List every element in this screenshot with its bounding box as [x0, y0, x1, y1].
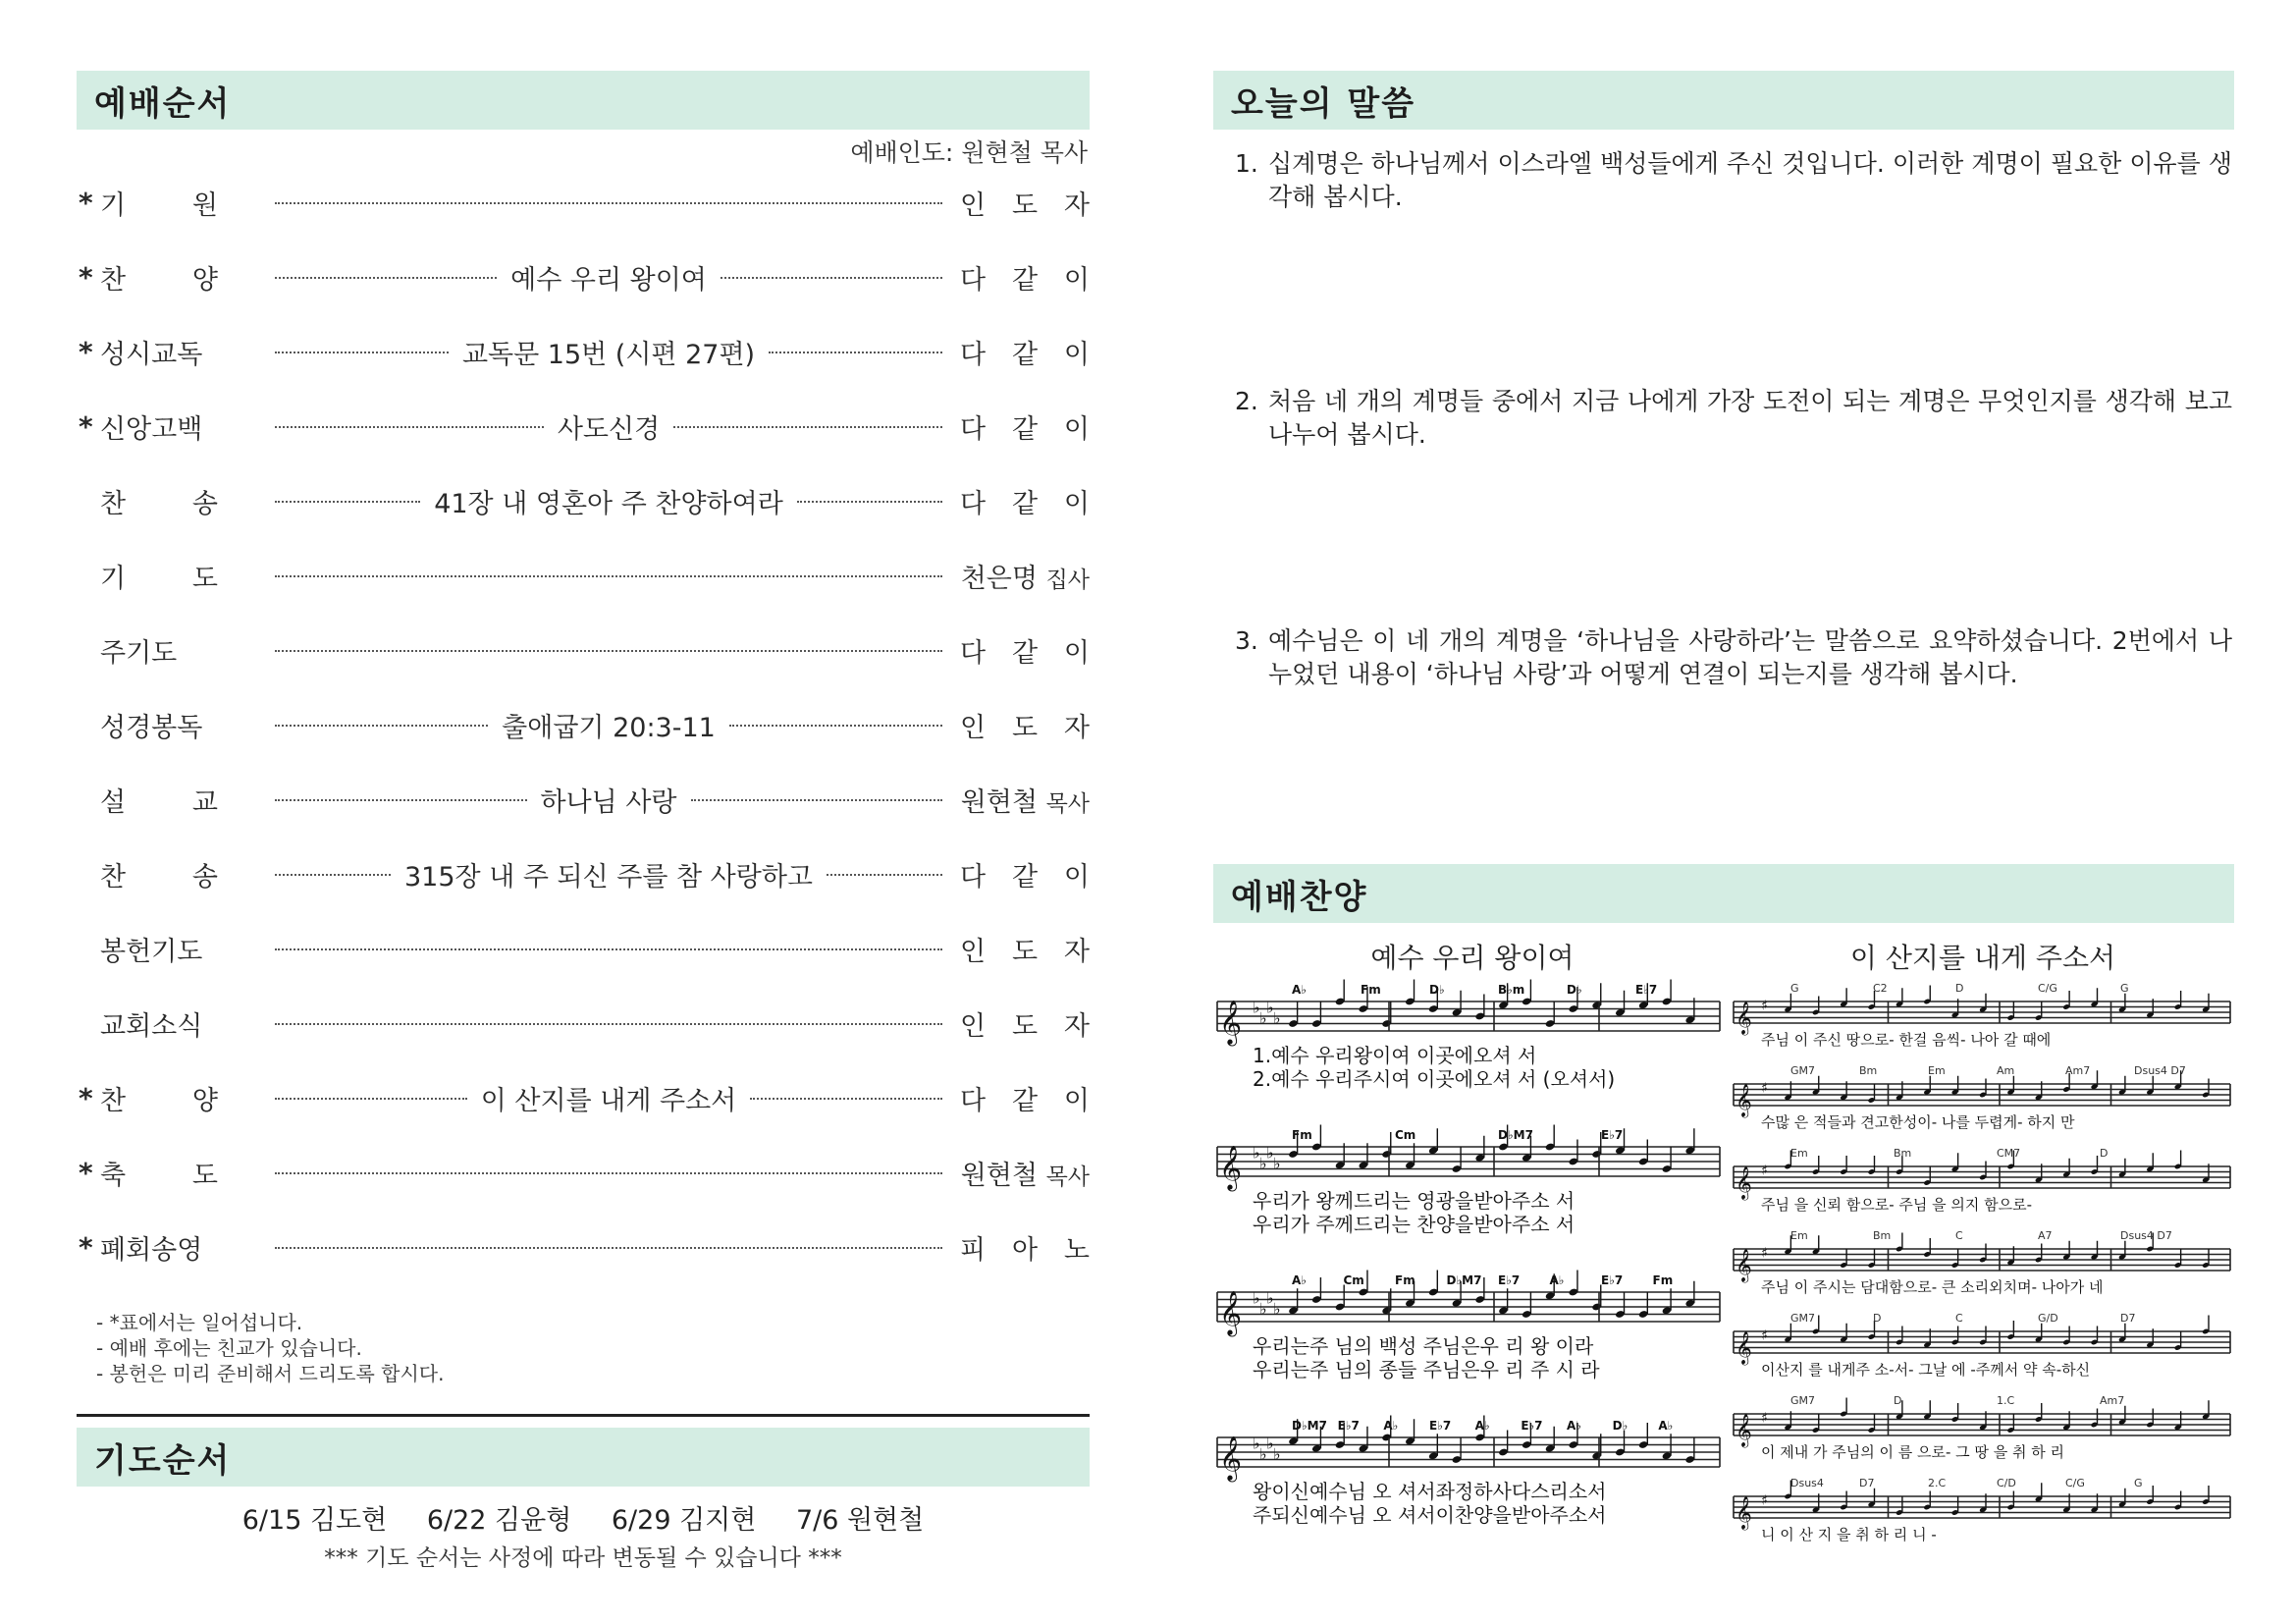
order-item-name: 성시교독 — [100, 339, 203, 370]
song1-sheet-music — [1213, 972, 1724, 1561]
flat-icon: ♭ — [1266, 998, 1274, 1017]
standing-mark: * — [79, 260, 93, 294]
dotted-line — [275, 352, 449, 353]
dotted-line — [275, 650, 942, 652]
person-name: 다 같 이 — [960, 488, 1090, 519]
song2-sheet-music — [1732, 972, 2234, 1571]
flat-icon: ♭ — [1273, 1154, 1281, 1173]
dotted-line — [275, 501, 420, 503]
lyric-line: 왕이신예수님 오 셔서좌정하사다스리소서 — [1253, 1480, 1607, 1503]
order-item-name: 기 도 — [100, 563, 218, 594]
order-item-name: 찬 송 — [100, 488, 218, 519]
prayer-entry: 6/29 김지현 — [611, 1505, 757, 1536]
dotted-line — [275, 575, 942, 577]
chord-symbol: D♭ — [1567, 983, 1582, 997]
chord-symbol: Em — [1928, 1064, 1946, 1077]
chord-symbol: Bm — [1873, 1229, 1892, 1242]
flat-icon: ♭ — [1266, 1143, 1274, 1163]
standing-mark: * — [79, 1081, 93, 1114]
order-item-person — [942, 781, 1090, 819]
staff — [1734, 1083, 2230, 1117]
order-item-person — [942, 1004, 1090, 1043]
standing-mark: * — [79, 1156, 93, 1189]
prayer-order-header: 기도순서 — [77, 1428, 1090, 1487]
chord-symbol: A♭ — [1474, 1419, 1490, 1433]
order-item-name: 찬 송 — [100, 861, 218, 893]
order-item-name: 축 도 — [100, 1160, 218, 1191]
chord-symbol: Cm — [1395, 1128, 1416, 1142]
order-item-person — [942, 1228, 1090, 1267]
person-name: 인 도 자 — [960, 936, 1090, 967]
worship-order-row — [79, 630, 1090, 670]
lyric-line: 이산지 를 내게주 소-서- 그날 에 -주께서 약 속-하신 — [1761, 1361, 2091, 1379]
person-name: 인 도 자 — [960, 1010, 1090, 1042]
lyric-line: 우리가 주께드리는 찬양을받아주소 서 — [1253, 1213, 1575, 1236]
dotted-line — [275, 799, 527, 801]
sharp-icon: ♯ — [1761, 1327, 1768, 1344]
question-text: 예수님은 이 네 개의 계명을 ‘하나님을 사랑하라’는 말씀으로 요약하셨습니다. 2번에서 나누었던 내용이 ‘하나님 사랑’과 어떻게 연결이 되는지를 생각해 봅시다. — [1268, 626, 2232, 688]
sharp-icon: ♯ — [1761, 998, 1768, 1014]
dotted-line — [275, 725, 488, 727]
sharp-icon: ♯ — [1761, 1163, 1768, 1179]
flat-icon: ♭ — [1259, 1444, 1267, 1464]
treble-clef-icon: 𝄞 — [1735, 1165, 1752, 1199]
song2-title: 이 산지를 내게 주소서 — [1849, 942, 2116, 974]
order-item-name: 찬 양 — [100, 264, 218, 296]
order-item-name: 설 교 — [100, 786, 218, 818]
dotted-line — [827, 874, 942, 876]
lyric-line: 주님 이 주신 땅으로- 한걸 음씩- 나아 갈 때에 — [1761, 1031, 2052, 1049]
dotted-line — [750, 1098, 942, 1100]
treble-clef-icon: 𝄞 — [1219, 1146, 1243, 1190]
chord-symbol: D — [1873, 1312, 1882, 1325]
flat-icon: ♭ — [1266, 1288, 1274, 1308]
question-number: 2. — [1235, 387, 1258, 415]
chord-symbol: D — [2100, 1147, 2109, 1160]
dotted-line — [673, 426, 942, 428]
flat-icon: ♭ — [1259, 1008, 1267, 1028]
order-item-name: 신앙고백 — [100, 413, 203, 445]
order-item-person — [942, 631, 1090, 670]
chord-symbol: D7 — [1859, 1477, 1875, 1489]
order-item-title: 하나님 사랑 — [540, 786, 677, 818]
order-item-name: 성경봉독 — [100, 712, 203, 743]
chord-symbol: E♭7 — [1601, 1273, 1624, 1287]
lyric-line: 우리가 왕께드리는 영광을받아주소 서 — [1253, 1189, 1575, 1213]
treble-clef-icon: 𝄞 — [1219, 1436, 1243, 1481]
flat-icon: ♭ — [1266, 1434, 1274, 1453]
worship-order-row — [79, 1227, 1090, 1267]
dotted-line — [275, 277, 497, 279]
worship-order-row — [79, 481, 1090, 520]
leader-dots — [275, 947, 942, 950]
chord-symbol: E♭7 — [1521, 1419, 1543, 1433]
person-name: 인 도 자 — [960, 712, 1090, 743]
standing-mark: * — [79, 186, 93, 219]
dotted-line — [729, 725, 942, 727]
chord-symbol: D7 — [2120, 1312, 2136, 1325]
note-line: - *표에서는 일어섭니다. — [96, 1311, 303, 1334]
prayer-entry: 6/22 김윤형 — [426, 1505, 572, 1536]
worship-order-row — [79, 183, 1090, 222]
leader-dots — [275, 1079, 942, 1117]
chord-symbol: GM7 — [1790, 1312, 1816, 1325]
leader-dots — [275, 1170, 942, 1174]
chord-symbol: C/D — [1997, 1477, 2016, 1489]
order-item-person — [942, 706, 1090, 744]
worship-order-row — [79, 257, 1090, 297]
lyric-line: 우리는주 님의 종들 주님은우 리 주 시 라 — [1253, 1358, 1600, 1381]
chord-symbol: D♭ — [1612, 1419, 1629, 1433]
question-text: 처음 네 개의 계명들 중에서 지금 나에게 가장 도전이 되는 계명은 무엇인지를 생각해 보고 나누어 봅시다. — [1268, 387, 2232, 449]
chord-symbol: Am — [1997, 1064, 2015, 1077]
chord-symbol: G — [1790, 982, 1799, 995]
question-1 — [1235, 147, 2232, 214]
staff — [1734, 1001, 2230, 1035]
worship-order-row — [79, 1078, 1090, 1117]
leader-dots — [275, 1021, 942, 1025]
worship-order-row — [79, 332, 1090, 371]
leader-dots — [275, 200, 942, 204]
chord-symbol: D — [1955, 982, 1964, 995]
chord-symbol: C — [1955, 1312, 1963, 1325]
order-item-name: 봉헌기도 — [100, 936, 203, 967]
leader-dots — [275, 258, 942, 297]
worship-notes — [96, 1310, 444, 1386]
flat-icon: ♭ — [1259, 1154, 1267, 1173]
dotted-line — [275, 874, 391, 876]
leader-dots — [275, 333, 942, 371]
order-item-title: 출애굽기 20:3-11 — [502, 712, 716, 743]
lyric-line: 1.예수 우리왕이여 이곳에오셔 서 — [1253, 1044, 1537, 1067]
todays-word-header: 오늘의 말씀 — [1213, 71, 2234, 130]
chord-symbol: E♭7 — [1498, 1273, 1521, 1287]
chord-symbol: Em — [1790, 1147, 1808, 1160]
chord-symbol: D♭M7 — [1446, 1273, 1482, 1287]
leader-dots — [275, 1245, 942, 1249]
leader-dots — [275, 407, 942, 446]
prayer-order-note: *** 기도 순서는 사정에 따라 변동될 수 있습니다 *** — [324, 1545, 842, 1571]
order-item-person — [942, 333, 1090, 371]
order-item-person — [942, 557, 1090, 595]
chord-symbol: 1.C — [1997, 1394, 2015, 1407]
chord-symbol: A♭ — [1383, 1419, 1399, 1433]
chord-symbol: Fm — [1361, 983, 1381, 997]
flat-icon: ♭ — [1273, 1299, 1281, 1319]
chord-symbol: G — [2120, 982, 2129, 995]
question-2 — [1235, 385, 2232, 452]
standing-mark: * — [79, 1230, 93, 1264]
person-title: 목사 — [1045, 790, 1090, 817]
flat-icon: ♭ — [1253, 1434, 1260, 1453]
order-item-name: 찬 양 — [100, 1085, 218, 1116]
dotted-line — [275, 1247, 942, 1249]
chord-symbol: A♭ — [1292, 983, 1307, 997]
worship-leader: 예배인도: 원현철 목사 — [850, 138, 1088, 167]
person-name: 인 도 자 — [960, 189, 1090, 221]
chord-symbol: Bm — [1859, 1064, 1878, 1077]
person-name: 다 같 이 — [960, 861, 1090, 893]
treble-clef-icon: 𝄞 — [1219, 1001, 1243, 1045]
chord-symbol: 2.C — [1928, 1477, 1947, 1489]
worship-order-row — [79, 854, 1090, 893]
chord-symbol: E♭7 — [1337, 1419, 1360, 1433]
person-name: 피 아 노 — [960, 1234, 1090, 1266]
chord-symbol: Dsus4 D7 — [2120, 1229, 2172, 1242]
chord-symbol: B♭m — [1498, 983, 1525, 997]
dotted-line — [721, 277, 942, 279]
person-name: 다 같 이 — [960, 413, 1090, 445]
order-item-name: 교회소식 — [100, 1010, 203, 1042]
leader-dots — [275, 573, 942, 577]
order-item-title: 41장 내 영혼아 주 찬양하여라 — [434, 488, 783, 519]
chord-symbol: Am7 — [2065, 1064, 2091, 1077]
lyric-line: 주되신예수님 오 셔서이찬양을받아주소서 — [1253, 1503, 1607, 1527]
order-item-title: 이 산지를 내게 주소서 — [480, 1085, 737, 1116]
worship-order-row — [79, 556, 1090, 595]
chord-symbol: C — [1955, 1229, 1963, 1242]
chord-symbol: GM7 — [1790, 1064, 1816, 1077]
person-name: 다 같 이 — [960, 264, 1090, 296]
question-text: 십계명은 하나님께서 이스라엘 백성들에게 주신 것입니다. 이러한 계명이 필요한 이유를 생각해 봅시다. — [1268, 149, 2232, 211]
dotted-line — [275, 1023, 942, 1025]
chord-symbol: Fm — [1395, 1273, 1415, 1287]
leader-dots — [275, 482, 942, 520]
lyric-line: 니 이 산 지 을 취 하 리 니 - — [1761, 1526, 1937, 1543]
chord-symbol: Em — [1790, 1229, 1808, 1242]
chord-symbol: Dsus4 D7 — [2134, 1064, 2186, 1077]
dotted-line — [275, 202, 942, 204]
lyric-line: 우리는주 님의 백성 주님은우 리 왕 이라 — [1253, 1334, 1594, 1358]
order-item-person — [942, 258, 1090, 297]
chord-symbol: Am7 — [2100, 1394, 2125, 1407]
worship-order-row — [79, 1153, 1090, 1192]
treble-clef-icon: 𝄞 — [1735, 1330, 1752, 1364]
worship-order-row — [79, 1003, 1090, 1043]
staff — [1734, 1495, 2230, 1530]
order-item-person — [942, 184, 1090, 222]
dotted-line — [275, 1172, 942, 1174]
chord-symbol: D♭ — [1429, 983, 1445, 997]
order-item-title: 교독문 15번 (시편 27편) — [461, 339, 756, 370]
chord-symbol: G/D — [2038, 1312, 2058, 1325]
person-name: 다 같 이 — [960, 637, 1090, 669]
standing-mark: * — [79, 335, 93, 368]
worship-praise-header: 예배찬양 — [1213, 864, 2234, 923]
lyric-line: 2.예수 우리주시여 이곳에오셔 서 (오셔서) — [1253, 1067, 1616, 1091]
chord-symbol: A♭ — [1567, 1419, 1581, 1433]
staff — [1734, 1330, 2230, 1365]
treble-clef-icon: 𝄞 — [1735, 1413, 1752, 1446]
order-item-person — [942, 1079, 1090, 1117]
order-item-person — [942, 482, 1090, 520]
chord-symbol: Cm — [1343, 1273, 1364, 1287]
treble-clef-icon: 𝄞 — [1735, 1083, 1752, 1116]
flat-icon: ♭ — [1273, 1444, 1281, 1464]
dotted-line — [275, 1098, 467, 1100]
lyric-line: 이 제내 가 주님의 이 름 으로- 그 땅 을 취 하 리 — [1761, 1443, 2064, 1461]
leader-dots — [275, 855, 942, 893]
sharp-icon: ♯ — [1761, 1410, 1768, 1427]
chord-symbol: C/G — [2065, 1477, 2085, 1489]
staff — [1734, 1248, 2230, 1282]
person-name: 천은명 — [960, 563, 1038, 594]
question-number: 1. — [1235, 149, 1258, 178]
person-title: 목사 — [1045, 1164, 1090, 1190]
dotted-line — [691, 799, 943, 801]
person-name: 다 같 이 — [960, 339, 1090, 370]
worship-order-row — [79, 780, 1090, 819]
flat-icon: ♭ — [1259, 1299, 1267, 1319]
chord-symbol: Fm — [1292, 1128, 1312, 1142]
chord-symbol: Dsus4 — [1790, 1477, 1824, 1489]
chord-symbol: A♭ — [1658, 1419, 1674, 1433]
order-item-title: 사도신경 — [557, 413, 661, 445]
sharp-icon: ♯ — [1761, 1080, 1768, 1097]
chord-symbol: Fm — [1652, 1273, 1674, 1287]
note-line: - 봉헌은 미리 준비해서 드리도록 합시다. — [96, 1362, 445, 1385]
worship-order-row — [79, 406, 1090, 446]
worship-order-header: 예배순서 — [77, 71, 1090, 130]
flat-icon: ♭ — [1273, 1008, 1281, 1028]
chord-symbol: E♭7 — [1601, 1128, 1624, 1142]
order-item-person — [942, 855, 1090, 893]
lyric-line: 주님 을 신뢰 함으로- 주님 을 의지 함으로- — [1761, 1196, 2033, 1214]
treble-clef-icon: 𝄞 — [1735, 1495, 1752, 1529]
chord-symbol: G — [2134, 1477, 2143, 1489]
order-item-name: 폐회송영 — [100, 1234, 203, 1266]
flat-icon: ♭ — [1253, 998, 1260, 1017]
chord-symbol: D♭M7 — [1498, 1128, 1533, 1142]
order-item-title: 예수 우리 왕이여 — [510, 264, 707, 296]
person-name: 원현철 — [960, 786, 1038, 818]
order-item-person — [942, 1154, 1090, 1192]
dotted-line — [275, 948, 942, 950]
dotted-line — [769, 352, 942, 353]
order-item-title: 315장 내 주 되신 주를 참 사랑하고 — [404, 861, 814, 893]
order-item-name: 주기도 — [100, 637, 178, 669]
chord-symbol: CM7 — [1997, 1147, 2021, 1160]
chord-symbol: D — [1894, 1394, 1902, 1407]
person-name: 다 같 이 — [960, 1085, 1090, 1116]
chord-symbol: D♭M7 — [1292, 1419, 1327, 1433]
chord-symbol: A7 — [2038, 1229, 2053, 1242]
worship-order-row — [79, 705, 1090, 744]
dotted-line — [797, 501, 942, 503]
treble-clef-icon: 𝄞 — [1219, 1291, 1243, 1335]
chord-symbol: A♭ — [1292, 1273, 1307, 1287]
flat-icon: ♭ — [1253, 1288, 1260, 1308]
leader-dots — [275, 781, 942, 819]
leader-dots — [275, 648, 942, 652]
question-number: 3. — [1235, 626, 1258, 655]
prayer-entry: 7/6 원현철 — [795, 1505, 925, 1536]
person-name: 원현철 — [960, 1160, 1038, 1191]
chord-symbol: A♭ — [1549, 1273, 1565, 1287]
chord-symbol: C2 — [1873, 982, 1888, 995]
worship-order-row — [79, 929, 1090, 968]
order-item-name: 기 원 — [100, 189, 218, 221]
chord-symbol: Bm — [1894, 1147, 1912, 1160]
treble-clef-icon: 𝄞 — [1735, 1001, 1752, 1034]
lyric-line: 수많 은 적들과 견고한성이- 나를 두렵게- 하지 만 — [1761, 1113, 2075, 1131]
treble-clef-icon: 𝄞 — [1735, 1248, 1752, 1281]
sharp-icon: ♯ — [1761, 1492, 1768, 1509]
flat-icon: ♭ — [1253, 1143, 1260, 1163]
order-item-person — [942, 407, 1090, 446]
standing-mark: * — [79, 409, 93, 443]
prayer-order-list — [77, 1498, 1090, 1537]
order-item-person — [942, 930, 1090, 968]
note-line: - 예배 후에는 친교가 있습니다. — [96, 1336, 362, 1360]
dotted-line — [275, 426, 544, 428]
question-3 — [1235, 624, 2232, 691]
song1-title: 예수 우리 왕이여 — [1370, 942, 1575, 974]
chord-symbol: C/G — [2038, 982, 2057, 995]
chord-symbol: E♭7 — [1635, 983, 1658, 997]
chord-symbol: E♭7 — [1429, 1419, 1452, 1433]
staff — [1734, 1165, 2230, 1200]
staff — [1734, 1413, 2230, 1447]
chord-symbol: GM7 — [1790, 1394, 1816, 1407]
person-title: 집사 — [1045, 567, 1090, 593]
lyric-line: 주님 이 주시는 담대함으로- 큰 소리외치며- 나아가 네 — [1761, 1278, 2104, 1296]
sharp-icon: ♯ — [1761, 1245, 1768, 1262]
prayer-entry: 6/15 김도현 — [241, 1505, 388, 1536]
section-divider — [77, 1414, 1090, 1417]
leader-dots — [275, 706, 942, 744]
